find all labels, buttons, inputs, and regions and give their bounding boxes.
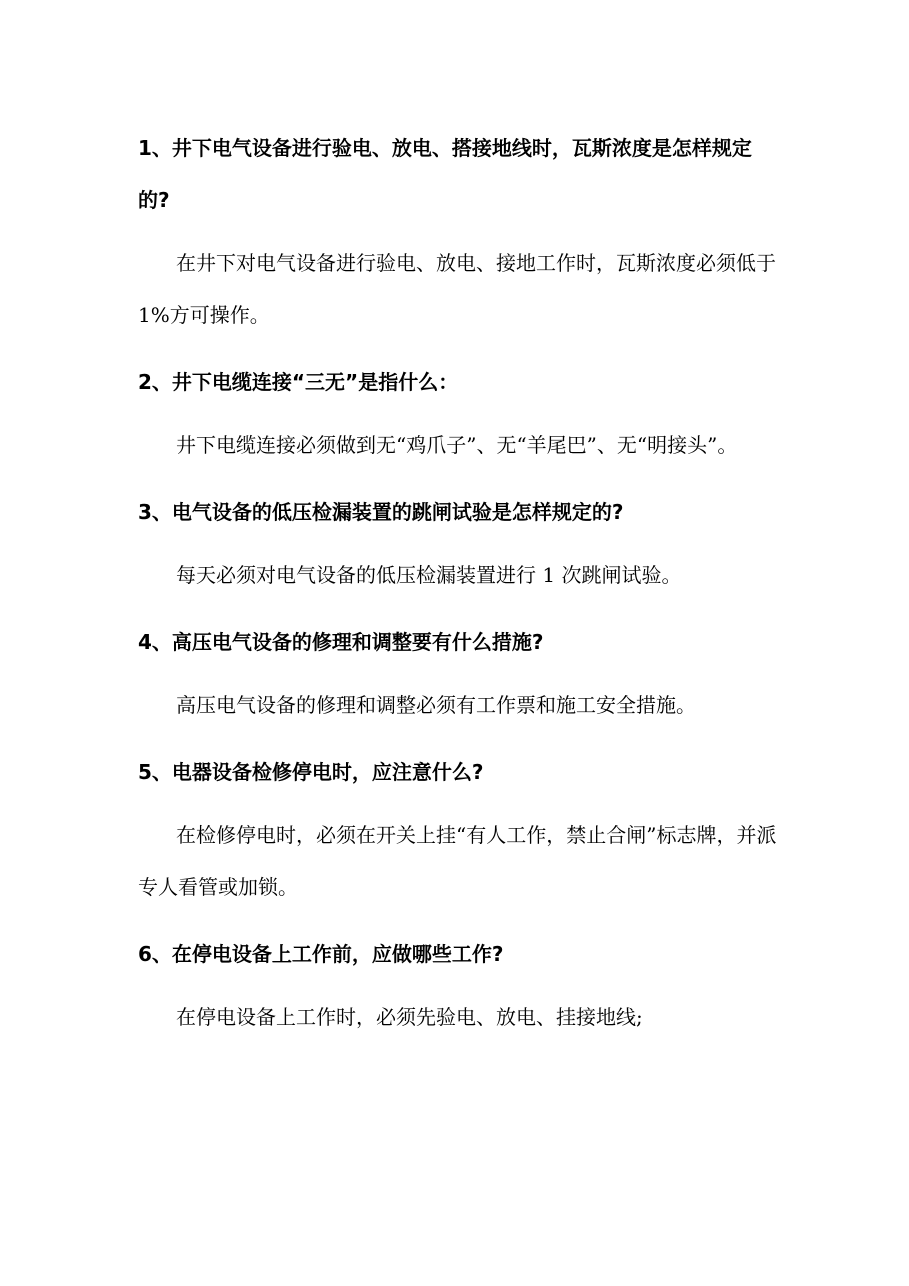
- answer-3: 每天必须对电气设备的低压检漏装置进行 1 次跳闸试验。: [176, 563, 682, 587]
- answer-4: 高压电气设备的修理和调整必须有工作票和施工安全措施。: [176, 693, 696, 717]
- question-5: 5、电器设备检修停电时，应注意什么?: [138, 760, 484, 784]
- answer-6: 在停电设备上工作时，必须先验电、放电、挂接地线;: [176, 1005, 643, 1029]
- question-6: 6、在停电设备上工作前，应做哪些工作?: [138, 942, 504, 966]
- answer-5: 在检修停电时，必须在开关上挂“有人工作，禁止合闸”标志牌，并派专人看管或加锁。: [138, 823, 777, 899]
- question-4: 4、高压电气设备的修理和调整要有什么措施?: [138, 630, 544, 654]
- qa-list: [138, 122, 778, 1043]
- answer-1: 在井下对电气设备进行验电、放电、接地工作时，瓦斯浓度必须低于 1%方可操作。: [138, 251, 776, 327]
- question-1: 1、井下电气设备进行验电、放电、搭接地线时，瓦斯浓度是怎样规定的?: [138, 136, 752, 212]
- answer-2: 井下电缆连接必须做到无“鸡爪子”、无“羊尾巴”、无“明接头”。: [176, 433, 738, 457]
- question-2: 2、井下电缆连接“三无”是指什么：: [138, 370, 459, 394]
- question-3: 3、电气设备的低压检漏装置的跳闸试验是怎样规定的?: [138, 500, 624, 524]
